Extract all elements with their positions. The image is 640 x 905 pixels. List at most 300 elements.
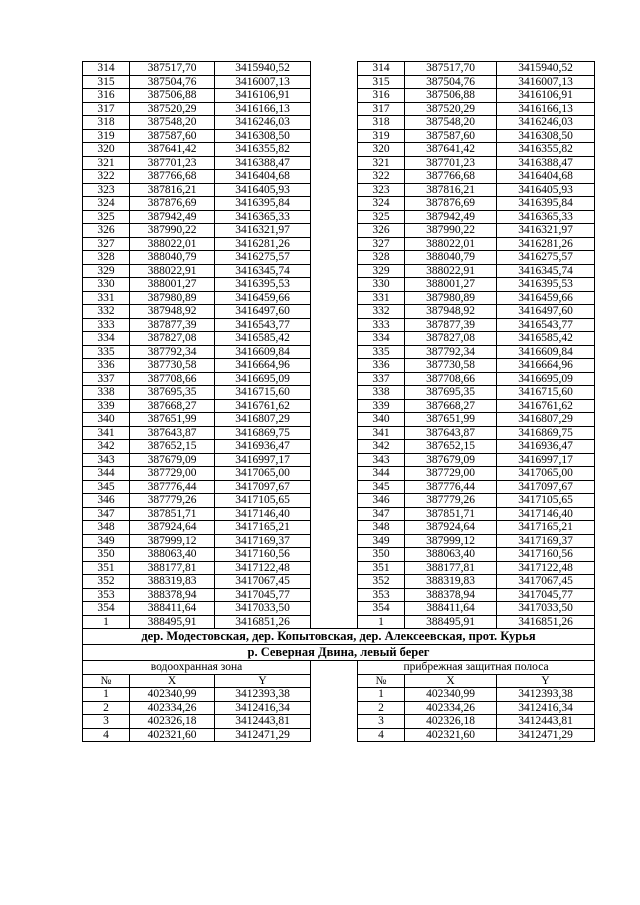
right-coord-x: 387792,34 xyxy=(405,345,497,359)
left-coord-x: 387980,89 xyxy=(130,291,215,305)
left-coord-y: 3417033,50 xyxy=(215,602,311,616)
left-point-number: 330 xyxy=(83,278,130,292)
table-row xyxy=(83,386,595,400)
left-coord-x: 387641,42 xyxy=(130,143,215,157)
left-coord-y: 3416807,29 xyxy=(215,413,311,427)
right-coord-x: 387679,09 xyxy=(405,453,497,467)
left-coord-x: 387730,58 xyxy=(130,359,215,373)
right-point-number: 340 xyxy=(358,413,405,427)
left-coord-y: 3416497,60 xyxy=(215,305,311,319)
right-point-number: 1 xyxy=(358,615,405,629)
left-coord-x: 387816,21 xyxy=(130,183,215,197)
table-row xyxy=(83,715,595,729)
column-gap xyxy=(311,251,358,265)
left-coord-y: 3417045,77 xyxy=(215,588,311,602)
table-row xyxy=(83,453,595,467)
table-row xyxy=(83,615,595,629)
column-gap xyxy=(311,561,358,575)
column-gap xyxy=(311,345,358,359)
right-point-number: 346 xyxy=(358,494,405,508)
left-coord-x: 387729,00 xyxy=(130,467,215,481)
right-coord-y: 3416405,93 xyxy=(497,183,595,197)
right-coord-y: 3416275,57 xyxy=(497,251,595,265)
column-gap xyxy=(311,688,358,702)
right-point-number: 336 xyxy=(358,359,405,373)
right-coord-x: 387701,23 xyxy=(405,156,497,170)
right-coord-x: 388022,91 xyxy=(405,264,497,278)
column-gap xyxy=(311,210,358,224)
right-coord-y: 3416715,60 xyxy=(497,386,595,400)
left-coord-x: 387779,26 xyxy=(130,494,215,508)
table-row xyxy=(83,359,595,373)
left-coord-x: 387942,49 xyxy=(130,210,215,224)
right-point-number: 338 xyxy=(358,386,405,400)
table-row xyxy=(83,251,595,265)
column-gap xyxy=(311,588,358,602)
right-coord-x: 387948,92 xyxy=(405,305,497,319)
right-point-number: 332 xyxy=(358,305,405,319)
right-point-number: 315 xyxy=(358,75,405,89)
right-coord-y: 3417065,00 xyxy=(497,467,595,481)
left-coord-y: 3417122,48 xyxy=(215,561,311,575)
left-coord-x: 387948,92 xyxy=(130,305,215,319)
left-point-number: 2 xyxy=(83,701,130,715)
table-row xyxy=(83,116,595,130)
left-point-number: 331 xyxy=(83,291,130,305)
table-row xyxy=(83,413,595,427)
left-coord-y: 3416365,33 xyxy=(215,210,311,224)
right-coord-x: 387851,71 xyxy=(405,507,497,521)
right-point-number: 326 xyxy=(358,224,405,238)
left-coord-y: 3412416,34 xyxy=(215,701,311,715)
right-header-num: № xyxy=(358,674,405,688)
right-point-number: 347 xyxy=(358,507,405,521)
right-coord-x: 387776,44 xyxy=(405,480,497,494)
right-point-number: 339 xyxy=(358,399,405,413)
right-coord-x: 387651,99 xyxy=(405,413,497,427)
right-coord-y: 3416395,84 xyxy=(497,197,595,211)
right-point-number: 316 xyxy=(358,89,405,103)
left-coord-y: 3416405,93 xyxy=(215,183,311,197)
left-coord-x: 388022,01 xyxy=(130,237,215,251)
right-coord-y: 3416695,09 xyxy=(497,372,595,386)
right-coord-y: 3416007,13 xyxy=(497,75,595,89)
left-coord-y: 3416459,66 xyxy=(215,291,311,305)
column-gap xyxy=(311,674,358,688)
left-coord-x: 402321,60 xyxy=(130,728,215,742)
right-point-number: 354 xyxy=(358,602,405,616)
right-coord-y: 3417105,65 xyxy=(497,494,595,508)
left-point-number: 327 xyxy=(83,237,130,251)
column-gap xyxy=(311,548,358,562)
table-row xyxy=(83,507,595,521)
table-row xyxy=(83,305,595,319)
left-coord-y: 3416275,57 xyxy=(215,251,311,265)
right-point-number: 337 xyxy=(358,372,405,386)
column-gap xyxy=(311,332,358,346)
left-coord-y: 3416345,74 xyxy=(215,264,311,278)
right-coord-x: 387877,39 xyxy=(405,318,497,332)
left-coord-y: 3416869,75 xyxy=(215,426,311,440)
left-point-number: 338 xyxy=(83,386,130,400)
column-gap xyxy=(311,728,358,742)
right-coord-y: 3416459,66 xyxy=(497,291,595,305)
right-coord-y: 3416395,53 xyxy=(497,278,595,292)
right-coord-x: 402326,18 xyxy=(405,715,497,729)
right-point-number: 319 xyxy=(358,129,405,143)
right-coord-y: 3416321,97 xyxy=(497,224,595,238)
right-point-number: 322 xyxy=(358,170,405,184)
column-gap xyxy=(311,318,358,332)
section-header xyxy=(83,629,595,688)
table-row xyxy=(83,264,595,278)
left-coord-x: 387517,70 xyxy=(130,62,215,76)
right-header-x: X xyxy=(405,674,497,688)
table-row xyxy=(83,89,595,103)
column-gap xyxy=(311,89,358,103)
left-point-number: 322 xyxy=(83,170,130,184)
right-point-number: 321 xyxy=(358,156,405,170)
column-gap xyxy=(311,575,358,589)
right-coord-x: 387942,49 xyxy=(405,210,497,224)
right-zone-label: прибрежная защитная полоса xyxy=(358,661,595,675)
left-point-number: 314 xyxy=(83,62,130,76)
left-coord-x: 387652,15 xyxy=(130,440,215,454)
right-coord-y: 3412443,81 xyxy=(497,715,595,729)
right-coord-y: 3416936,47 xyxy=(497,440,595,454)
right-coord-y: 3416345,74 xyxy=(497,264,595,278)
left-coord-x: 388411,64 xyxy=(130,602,215,616)
column-gap xyxy=(311,143,358,157)
left-coord-y: 3416404,68 xyxy=(215,170,311,184)
right-coord-x: 387990,22 xyxy=(405,224,497,238)
left-point-number: 326 xyxy=(83,224,130,238)
right-coord-x: 387506,88 xyxy=(405,89,497,103)
table-row xyxy=(83,156,595,170)
column-gap xyxy=(311,426,358,440)
left-coord-y: 3412443,81 xyxy=(215,715,311,729)
left-point-number: 323 xyxy=(83,183,130,197)
left-coord-y: 3416585,42 xyxy=(215,332,311,346)
right-point-number: 341 xyxy=(358,426,405,440)
left-point-number: 339 xyxy=(83,399,130,413)
table-row xyxy=(83,102,595,116)
top-rows xyxy=(83,62,595,629)
left-point-number: 1 xyxy=(83,615,130,629)
left-coord-y: 3416106,91 xyxy=(215,89,311,103)
table-row xyxy=(83,183,595,197)
left-point-number: 352 xyxy=(83,575,130,589)
left-coord-x: 387701,23 xyxy=(130,156,215,170)
coordinates-page xyxy=(82,61,594,742)
left-point-number: 337 xyxy=(83,372,130,386)
left-coord-y: 3417105,65 xyxy=(215,494,311,508)
right-coord-x: 387695,35 xyxy=(405,386,497,400)
right-coord-x: 387504,76 xyxy=(405,75,497,89)
left-coord-y: 3416543,77 xyxy=(215,318,311,332)
left-coord-x: 387766,68 xyxy=(130,170,215,184)
right-coord-y: 3417122,48 xyxy=(497,561,595,575)
left-coord-x: 387504,76 xyxy=(130,75,215,89)
column-gap xyxy=(311,453,358,467)
left-coord-x: 387877,39 xyxy=(130,318,215,332)
left-point-number: 345 xyxy=(83,480,130,494)
left-coord-y: 3412471,29 xyxy=(215,728,311,742)
column-gap xyxy=(311,278,358,292)
right-point-number: 318 xyxy=(358,116,405,130)
table-row xyxy=(83,548,595,562)
right-coord-x: 387520,29 xyxy=(405,102,497,116)
right-coord-x: 387924,64 xyxy=(405,521,497,535)
column-gap xyxy=(311,224,358,238)
left-coord-x: 388001,27 xyxy=(130,278,215,292)
left-coord-y: 3416851,26 xyxy=(215,615,311,629)
right-point-number: 351 xyxy=(358,561,405,575)
right-point-number: 333 xyxy=(358,318,405,332)
right-coord-x: 387643,87 xyxy=(405,426,497,440)
column-gap xyxy=(311,480,358,494)
left-coord-x: 387924,64 xyxy=(130,521,215,535)
right-coord-x: 388378,94 xyxy=(405,588,497,602)
right-point-number: 323 xyxy=(358,183,405,197)
left-coord-x: 388040,79 xyxy=(130,251,215,265)
left-point-number: 335 xyxy=(83,345,130,359)
right-coord-y: 3416246,03 xyxy=(497,116,595,130)
right-coord-x: 387517,70 xyxy=(405,62,497,76)
right-point-number: 4 xyxy=(358,728,405,742)
table-row xyxy=(83,62,595,76)
right-point-number: 331 xyxy=(358,291,405,305)
left-coord-x: 387548,20 xyxy=(130,116,215,130)
right-point-number: 328 xyxy=(358,251,405,265)
right-point-number: 324 xyxy=(358,197,405,211)
right-coord-y: 3416807,29 xyxy=(497,413,595,427)
right-coord-x: 388177,81 xyxy=(405,561,497,575)
table-row xyxy=(83,399,595,413)
right-point-number: 327 xyxy=(358,237,405,251)
left-coord-y: 3416007,13 xyxy=(215,75,311,89)
right-coord-x: 387876,69 xyxy=(405,197,497,211)
right-coord-x: 402321,60 xyxy=(405,728,497,742)
table-row xyxy=(83,467,595,481)
right-coord-x: 388495,91 xyxy=(405,615,497,629)
left-point-number: 325 xyxy=(83,210,130,224)
right-coord-y: 3412471,29 xyxy=(497,728,595,742)
left-point-number: 332 xyxy=(83,305,130,319)
table-row xyxy=(83,278,595,292)
table-row xyxy=(83,143,595,157)
bottom-rows xyxy=(83,688,595,742)
table-row xyxy=(83,701,595,715)
column-gap xyxy=(311,534,358,548)
table-row xyxy=(83,332,595,346)
left-coord-y: 3417165,21 xyxy=(215,521,311,535)
table-row xyxy=(83,426,595,440)
column-gap xyxy=(311,197,358,211)
right-coord-x: 387816,21 xyxy=(405,183,497,197)
left-header-y: Y xyxy=(215,674,311,688)
right-point-number: 334 xyxy=(358,332,405,346)
left-point-number: 318 xyxy=(83,116,130,130)
left-point-number: 3 xyxy=(83,715,130,729)
column-gap xyxy=(311,237,358,251)
left-coord-x: 387999,12 xyxy=(130,534,215,548)
left-coord-x: 402326,18 xyxy=(130,715,215,729)
left-coord-y: 3417067,45 xyxy=(215,575,311,589)
right-coord-y: 3416664,96 xyxy=(497,359,595,373)
left-coord-y: 3417097,67 xyxy=(215,480,311,494)
left-coord-x: 387643,87 xyxy=(130,426,215,440)
right-coord-y: 3416355,82 xyxy=(497,143,595,157)
right-coord-y: 3416497,60 xyxy=(497,305,595,319)
right-coord-x: 387779,26 xyxy=(405,494,497,508)
right-coord-y: 3416166,13 xyxy=(497,102,595,116)
right-point-number: 348 xyxy=(358,521,405,535)
right-coord-y: 3416609,84 xyxy=(497,345,595,359)
right-point-number: 325 xyxy=(358,210,405,224)
right-coord-y: 3416543,77 xyxy=(497,318,595,332)
column-gap xyxy=(311,494,358,508)
left-coord-x: 387679,09 xyxy=(130,453,215,467)
left-coord-y: 3416395,84 xyxy=(215,197,311,211)
left-coord-y: 3416166,13 xyxy=(215,102,311,116)
right-coord-y: 3416281,26 xyxy=(497,237,595,251)
table-row xyxy=(83,75,595,89)
column-gap xyxy=(311,75,358,89)
right-coord-y: 3416851,26 xyxy=(497,615,595,629)
right-coord-x: 388022,01 xyxy=(405,237,497,251)
left-coord-y: 3416246,03 xyxy=(215,116,311,130)
left-coord-x: 388177,81 xyxy=(130,561,215,575)
table-row xyxy=(83,602,595,616)
right-point-number: 329 xyxy=(358,264,405,278)
right-coord-x: 388063,40 xyxy=(405,548,497,562)
right-coord-y: 3417160,56 xyxy=(497,548,595,562)
right-point-number: 352 xyxy=(358,575,405,589)
right-point-number: 320 xyxy=(358,143,405,157)
left-coord-y: 3416936,47 xyxy=(215,440,311,454)
left-coord-x: 387506,88 xyxy=(130,89,215,103)
left-coord-x: 387792,34 xyxy=(130,345,215,359)
column-gap xyxy=(311,129,358,143)
left-point-number: 346 xyxy=(83,494,130,508)
right-coord-y: 3416997,17 xyxy=(497,453,595,467)
table-row xyxy=(83,480,595,494)
table-row xyxy=(83,129,595,143)
left-point-number: 340 xyxy=(83,413,130,427)
right-coord-y: 3415940,52 xyxy=(497,62,595,76)
left-header-num: № xyxy=(83,674,130,688)
table-row xyxy=(83,291,595,305)
right-point-number: 344 xyxy=(358,467,405,481)
right-coord-y: 3417165,21 xyxy=(497,521,595,535)
right-coord-y: 3416869,75 xyxy=(497,426,595,440)
table-row xyxy=(83,197,595,211)
left-point-number: 319 xyxy=(83,129,130,143)
table-row xyxy=(83,494,595,508)
right-point-number: 349 xyxy=(358,534,405,548)
left-coord-y: 3416308,50 xyxy=(215,129,311,143)
left-point-number: 336 xyxy=(83,359,130,373)
right-point-number: 314 xyxy=(358,62,405,76)
left-point-number: 328 xyxy=(83,251,130,265)
table-row xyxy=(83,588,595,602)
left-point-number: 4 xyxy=(83,728,130,742)
left-point-number: 349 xyxy=(83,534,130,548)
right-coord-y: 3416404,68 xyxy=(497,170,595,184)
right-coord-x: 388411,64 xyxy=(405,602,497,616)
right-coord-x: 402334,26 xyxy=(405,701,497,715)
left-coord-x: 388022,91 xyxy=(130,264,215,278)
column-gap xyxy=(311,413,358,427)
left-coord-x: 387851,71 xyxy=(130,507,215,521)
left-coord-y: 3415940,52 xyxy=(215,62,311,76)
right-point-number: 342 xyxy=(358,440,405,454)
right-coord-x: 402340,99 xyxy=(405,688,497,702)
table-row xyxy=(83,688,595,702)
right-coord-y: 3416106,91 xyxy=(497,89,595,103)
column-gap xyxy=(311,170,358,184)
left-point-number: 347 xyxy=(83,507,130,521)
left-coord-y: 3417146,40 xyxy=(215,507,311,521)
left-coord-y: 3416761,62 xyxy=(215,399,311,413)
left-point-number: 320 xyxy=(83,143,130,157)
table-row xyxy=(83,210,595,224)
right-coord-x: 387730,58 xyxy=(405,359,497,373)
table-row xyxy=(83,534,595,548)
left-point-number: 342 xyxy=(83,440,130,454)
right-coord-x: 388319,83 xyxy=(405,575,497,589)
left-coord-x: 387827,08 xyxy=(130,332,215,346)
left-header-x: X xyxy=(130,674,215,688)
left-coord-x: 387876,69 xyxy=(130,197,215,211)
column-gap xyxy=(311,372,358,386)
right-coord-x: 387641,42 xyxy=(405,143,497,157)
coordinates-table xyxy=(82,61,595,742)
left-point-number: 324 xyxy=(83,197,130,211)
left-point-number: 1 xyxy=(83,688,130,702)
left-coord-x: 387651,99 xyxy=(130,413,215,427)
column-gap xyxy=(311,399,358,413)
left-point-number: 343 xyxy=(83,453,130,467)
table-row xyxy=(83,521,595,535)
right-coord-y: 3417045,77 xyxy=(497,588,595,602)
right-point-number: 350 xyxy=(358,548,405,562)
right-header-y: Y xyxy=(497,674,595,688)
table-row xyxy=(83,237,595,251)
left-coord-y: 3416715,60 xyxy=(215,386,311,400)
right-coord-x: 387652,15 xyxy=(405,440,497,454)
section-title: дер. Модестовская, дер. Копытовская, дер. Алексеевская, прот. Курья xyxy=(83,629,595,645)
right-coord-y: 3417169,37 xyxy=(497,534,595,548)
right-point-number: 353 xyxy=(358,588,405,602)
column-gap xyxy=(311,183,358,197)
left-coord-x: 387708,66 xyxy=(130,372,215,386)
left-coord-x: 387776,44 xyxy=(130,480,215,494)
column-gap xyxy=(311,264,358,278)
right-point-number: 335 xyxy=(358,345,405,359)
section-subtitle: р. Северная Двина, левый берег xyxy=(83,645,595,661)
right-point-number: 2 xyxy=(358,701,405,715)
left-zone-label: водоохранная зона xyxy=(83,661,311,675)
right-coord-y: 3417033,50 xyxy=(497,602,595,616)
left-coord-y: 3416395,53 xyxy=(215,278,311,292)
right-coord-y: 3416365,33 xyxy=(497,210,595,224)
table-row xyxy=(83,561,595,575)
left-coord-y: 3417065,00 xyxy=(215,467,311,481)
table-row xyxy=(83,345,595,359)
left-point-number: 321 xyxy=(83,156,130,170)
